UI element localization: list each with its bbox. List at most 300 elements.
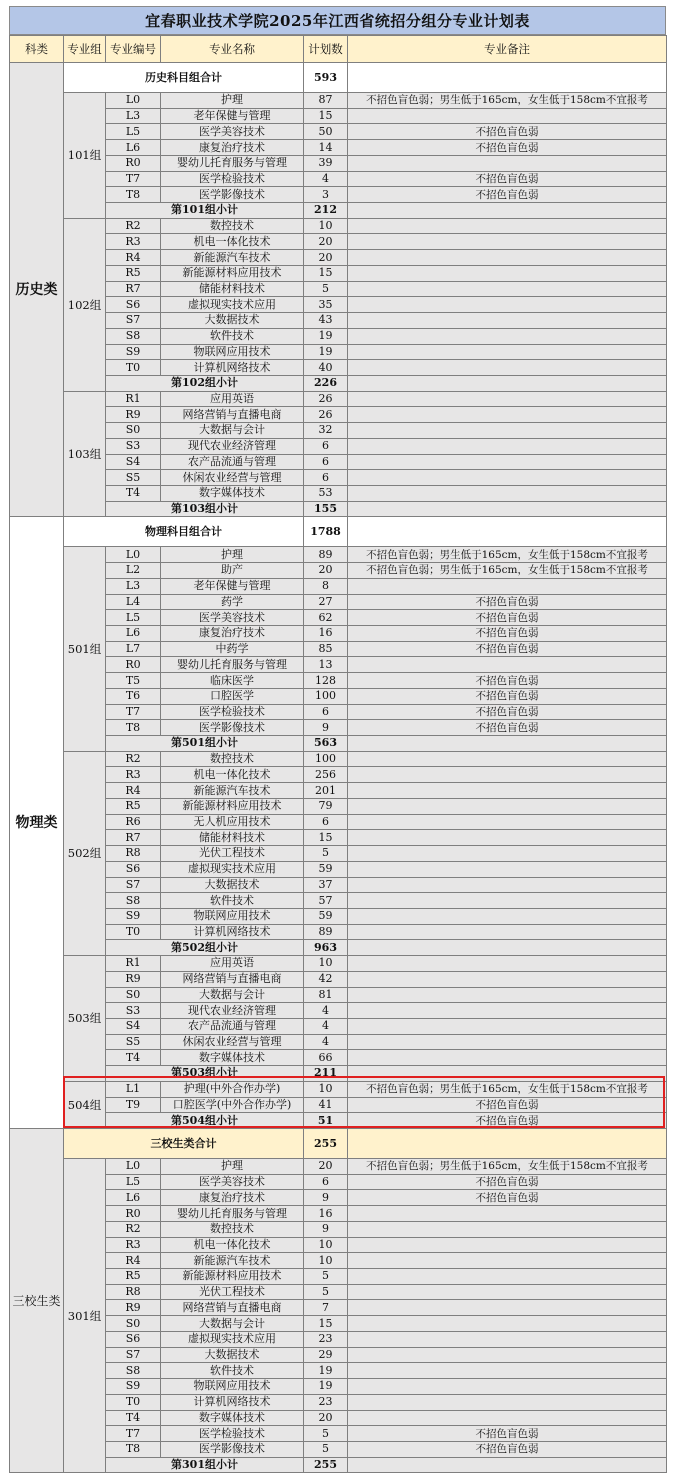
table-row bbox=[10, 1253, 667, 1269]
plan-count: 85 bbox=[304, 641, 348, 657]
major-code: L0 bbox=[106, 1159, 161, 1175]
major-name: 网络营销与直播电商 bbox=[161, 971, 304, 987]
major-code: L5 bbox=[106, 124, 161, 140]
table-row bbox=[10, 830, 667, 846]
subtotal-note bbox=[348, 1457, 667, 1473]
table-row bbox=[10, 250, 667, 266]
major-code: L6 bbox=[106, 626, 161, 642]
plan-count: 50 bbox=[304, 124, 348, 140]
major-code: S8 bbox=[106, 328, 161, 344]
major-code: L2 bbox=[106, 563, 161, 579]
table-row bbox=[10, 470, 667, 486]
subtotal-value: 211 bbox=[304, 1066, 348, 1082]
major-name: 新能源材料应用技术 bbox=[161, 1269, 304, 1285]
major-note bbox=[348, 438, 667, 454]
header-major: 专业名称 bbox=[161, 36, 304, 63]
subtotal-label: 第101组小计 bbox=[106, 203, 304, 219]
major-note bbox=[348, 155, 667, 171]
major-name: 大数据技术 bbox=[161, 313, 304, 329]
subtotal-note bbox=[348, 940, 667, 956]
plan-count: 10 bbox=[304, 1237, 348, 1253]
group-label: 301组 bbox=[64, 1159, 106, 1473]
table-row bbox=[10, 1316, 667, 1332]
major-note bbox=[348, 846, 667, 862]
major-note bbox=[348, 798, 667, 814]
major-name: 数控技术 bbox=[161, 751, 304, 767]
plan-count: 37 bbox=[304, 877, 348, 893]
plan-count: 66 bbox=[304, 1050, 348, 1066]
group-label: 503组 bbox=[64, 956, 106, 1082]
plan-count: 20 bbox=[304, 250, 348, 266]
major-note bbox=[348, 1410, 667, 1426]
table-row bbox=[10, 360, 667, 376]
table-row bbox=[10, 1441, 667, 1457]
major-name: 护理 bbox=[161, 1159, 304, 1175]
table-row bbox=[10, 1050, 667, 1066]
plan-count: 5 bbox=[304, 1284, 348, 1300]
group-subtotal-row bbox=[10, 736, 667, 752]
plan-count: 9 bbox=[304, 720, 348, 736]
plan-count: 6 bbox=[304, 704, 348, 720]
group-subtotal-row bbox=[10, 203, 667, 219]
major-name: 虚拟现实技术应用 bbox=[161, 1331, 304, 1347]
major-note bbox=[348, 1300, 667, 1316]
plan-count: 5 bbox=[304, 1426, 348, 1442]
plan-count: 32 bbox=[304, 423, 348, 439]
major-name: 老年保健与管理 bbox=[161, 578, 304, 594]
major-name: 大数据技术 bbox=[161, 877, 304, 893]
major-note: 不招色盲色弱；男生低于165cm，女生低于158cm不宜报考 bbox=[348, 1159, 667, 1175]
major-code: T7 bbox=[106, 1426, 161, 1442]
table-row bbox=[10, 1347, 667, 1363]
category-label: 物理类 bbox=[10, 517, 64, 1129]
group-label: 502组 bbox=[64, 751, 106, 955]
major-name: 新能源汽车技术 bbox=[161, 1253, 304, 1269]
major-code: S3 bbox=[106, 438, 161, 454]
major-code: T7 bbox=[106, 171, 161, 187]
subtotal-note bbox=[348, 1066, 667, 1082]
major-note bbox=[348, 1379, 667, 1395]
major-note: 不招色盲色弱 bbox=[348, 704, 667, 720]
plan-count: 39 bbox=[304, 155, 348, 171]
subtotal-note bbox=[348, 501, 667, 517]
plan-count: 15 bbox=[304, 1316, 348, 1332]
major-name: 医学美容技术 bbox=[161, 610, 304, 626]
table-row bbox=[10, 234, 667, 250]
subtotal-note bbox=[348, 203, 667, 219]
plan-count: 35 bbox=[304, 297, 348, 313]
major-note: 不招色盲色弱；男生低于165cm，女生低于158cm不宜报考 bbox=[348, 547, 667, 563]
major-code: S4 bbox=[106, 454, 161, 470]
header-notes: 专业备注 bbox=[348, 36, 667, 63]
major-note bbox=[348, 971, 667, 987]
major-code: S6 bbox=[106, 297, 161, 313]
major-code: R5 bbox=[106, 265, 161, 281]
major-note: 不招色盲色弱 bbox=[348, 187, 667, 203]
major-code: R2 bbox=[106, 218, 161, 234]
table-row bbox=[10, 547, 667, 563]
category-total-row bbox=[10, 1129, 667, 1159]
plan-count: 29 bbox=[304, 1347, 348, 1363]
major-code: R1 bbox=[106, 956, 161, 972]
table-row bbox=[10, 956, 667, 972]
subtotal-value: 563 bbox=[304, 736, 348, 752]
plan-count: 41 bbox=[304, 1097, 348, 1113]
table-row bbox=[10, 108, 667, 124]
subtotal-value: 226 bbox=[304, 375, 348, 391]
major-code: S9 bbox=[106, 908, 161, 924]
category-total-label: 三校生类合计 bbox=[64, 1129, 304, 1159]
plan-count: 5 bbox=[304, 846, 348, 862]
group-subtotal-row bbox=[10, 1457, 667, 1473]
table-row bbox=[10, 594, 667, 610]
major-note bbox=[348, 657, 667, 673]
major-name: 网络营销与直播电商 bbox=[161, 407, 304, 423]
table-row bbox=[10, 140, 667, 156]
major-note bbox=[348, 924, 667, 940]
group-label: 101组 bbox=[64, 93, 106, 219]
major-name: 网络营销与直播电商 bbox=[161, 1300, 304, 1316]
plan-count: 57 bbox=[304, 893, 348, 909]
subtotal-label: 第503组小计 bbox=[106, 1066, 304, 1082]
major-code: T0 bbox=[106, 1394, 161, 1410]
table-row bbox=[10, 641, 667, 657]
plan-count: 27 bbox=[304, 594, 348, 610]
category-total-label: 历史科目组合计 bbox=[64, 63, 304, 93]
table-row bbox=[10, 751, 667, 767]
plan-count: 89 bbox=[304, 924, 348, 940]
plan-count: 6 bbox=[304, 454, 348, 470]
major-code: L7 bbox=[106, 641, 161, 657]
major-note bbox=[348, 1394, 667, 1410]
major-code: S4 bbox=[106, 1018, 161, 1034]
table-row bbox=[10, 1221, 667, 1237]
major-name: 婴幼儿托育服务与管理 bbox=[161, 155, 304, 171]
plan-count: 5 bbox=[304, 1441, 348, 1457]
major-note: 不招色盲色弱 bbox=[348, 688, 667, 704]
major-note bbox=[348, 767, 667, 783]
plan-count: 9 bbox=[304, 1221, 348, 1237]
major-note bbox=[348, 861, 667, 877]
major-name: 数字媒体技术 bbox=[161, 485, 304, 501]
subtotal-label: 第103组小计 bbox=[106, 501, 304, 517]
plan-count: 79 bbox=[304, 798, 348, 814]
table-row bbox=[10, 407, 667, 423]
major-note bbox=[348, 108, 667, 124]
major-name: 康复治疗技术 bbox=[161, 626, 304, 642]
major-code: L4 bbox=[106, 594, 161, 610]
major-code: R5 bbox=[106, 798, 161, 814]
major-note bbox=[348, 751, 667, 767]
plan-count: 23 bbox=[304, 1394, 348, 1410]
table-row bbox=[10, 1159, 667, 1175]
major-code: R3 bbox=[106, 767, 161, 783]
major-name: 计算机网络技术 bbox=[161, 1394, 304, 1410]
major-code: S3 bbox=[106, 1003, 161, 1019]
header-category: 科类 bbox=[10, 36, 64, 63]
major-name: 口腔医学 bbox=[161, 688, 304, 704]
major-code: T8 bbox=[106, 1441, 161, 1457]
major-code: T8 bbox=[106, 720, 161, 736]
table-row bbox=[10, 1190, 667, 1206]
major-note bbox=[348, 407, 667, 423]
table-row bbox=[10, 908, 667, 924]
major-name: 助产 bbox=[161, 563, 304, 579]
plan-count: 20 bbox=[304, 1410, 348, 1426]
major-code: S7 bbox=[106, 877, 161, 893]
table-row bbox=[10, 861, 667, 877]
table-row bbox=[10, 720, 667, 736]
category-total-note bbox=[348, 1129, 667, 1159]
plan-count: 16 bbox=[304, 626, 348, 642]
major-note bbox=[348, 1237, 667, 1253]
major-note: 不招色盲色弱 bbox=[348, 1174, 667, 1190]
major-note bbox=[348, 783, 667, 799]
plan-count: 15 bbox=[304, 265, 348, 281]
plan-count: 7 bbox=[304, 1300, 348, 1316]
major-note bbox=[348, 423, 667, 439]
subtotal-label: 第501组小计 bbox=[106, 736, 304, 752]
table-row bbox=[10, 1363, 667, 1379]
plan-count: 4 bbox=[304, 1034, 348, 1050]
plan-count: 20 bbox=[304, 563, 348, 579]
table-row bbox=[10, 563, 667, 579]
table-row bbox=[10, 328, 667, 344]
subtotal-note bbox=[348, 375, 667, 391]
major-code: T0 bbox=[106, 924, 161, 940]
major-code: R4 bbox=[106, 1253, 161, 1269]
plan-count: 6 bbox=[304, 470, 348, 486]
subtotal-label: 第504组小计 bbox=[106, 1113, 304, 1129]
major-note bbox=[348, 877, 667, 893]
plan-count: 59 bbox=[304, 908, 348, 924]
major-note bbox=[348, 1347, 667, 1363]
plan-count: 10 bbox=[304, 1253, 348, 1269]
major-code: T9 bbox=[106, 1097, 161, 1113]
table-row bbox=[10, 688, 667, 704]
major-name: 大数据与会计 bbox=[161, 423, 304, 439]
table-row bbox=[10, 924, 667, 940]
major-code: S9 bbox=[106, 344, 161, 360]
major-code: R5 bbox=[106, 1269, 161, 1285]
major-name: 休闲农业经营与管理 bbox=[161, 1034, 304, 1050]
plan-count: 15 bbox=[304, 108, 348, 124]
table-row bbox=[10, 391, 667, 407]
major-name: 储能材料技术 bbox=[161, 281, 304, 297]
major-code: S8 bbox=[106, 893, 161, 909]
major-name: 医学影像技术 bbox=[161, 720, 304, 736]
plan-count: 10 bbox=[304, 218, 348, 234]
major-name: 医学检验技术 bbox=[161, 1426, 304, 1442]
group-subtotal-row bbox=[10, 1066, 667, 1082]
major-note bbox=[348, 1206, 667, 1222]
major-code: R9 bbox=[106, 1300, 161, 1316]
major-name: 计算机网络技术 bbox=[161, 924, 304, 940]
header-row bbox=[10, 36, 667, 63]
major-note bbox=[348, 1253, 667, 1269]
table-row bbox=[10, 673, 667, 689]
table-row bbox=[10, 814, 667, 830]
major-name: 大数据技术 bbox=[161, 1347, 304, 1363]
table-row bbox=[10, 1206, 667, 1222]
plan-count: 10 bbox=[304, 1081, 348, 1097]
plan-count: 26 bbox=[304, 391, 348, 407]
plan-count: 5 bbox=[304, 281, 348, 297]
table-row bbox=[10, 657, 667, 673]
table-row bbox=[10, 1269, 667, 1285]
subtotal-note bbox=[348, 736, 667, 752]
subtotal-value: 212 bbox=[304, 203, 348, 219]
major-name: 储能材料技术 bbox=[161, 830, 304, 846]
major-note: 不招色盲色弱 bbox=[348, 1097, 667, 1113]
major-note bbox=[348, 1003, 667, 1019]
major-note bbox=[348, 454, 667, 470]
major-note bbox=[348, 360, 667, 376]
major-name: 现代农业经济管理 bbox=[161, 1003, 304, 1019]
major-code: T6 bbox=[106, 688, 161, 704]
major-note: 不招色盲色弱 bbox=[348, 720, 667, 736]
table-body bbox=[10, 63, 667, 1473]
plan-count: 5 bbox=[304, 1269, 348, 1285]
major-name: 机电一体化技术 bbox=[161, 234, 304, 250]
table-row bbox=[10, 344, 667, 360]
table-row bbox=[10, 155, 667, 171]
table-row bbox=[10, 423, 667, 439]
plan-count: 10 bbox=[304, 956, 348, 972]
major-code: R8 bbox=[106, 846, 161, 862]
major-note bbox=[348, 265, 667, 281]
major-code: T4 bbox=[106, 1050, 161, 1066]
plan-count: 100 bbox=[304, 688, 348, 704]
table-row bbox=[10, 485, 667, 501]
group-label: 102组 bbox=[64, 218, 106, 391]
major-code: T0 bbox=[106, 360, 161, 376]
subtotal-value: 155 bbox=[304, 501, 348, 517]
major-note bbox=[348, 297, 667, 313]
plan-count: 15 bbox=[304, 830, 348, 846]
major-name: 康复治疗技术 bbox=[161, 140, 304, 156]
major-code: S5 bbox=[106, 1034, 161, 1050]
table-row bbox=[10, 281, 667, 297]
table-row bbox=[10, 187, 667, 203]
plan-count: 16 bbox=[304, 1206, 348, 1222]
plan-sheet bbox=[9, 6, 666, 1473]
major-note: 不招色盲色弱 bbox=[348, 124, 667, 140]
table-row bbox=[10, 971, 667, 987]
group-subtotal-row bbox=[10, 1113, 667, 1129]
plan-count: 14 bbox=[304, 140, 348, 156]
category-total-value: 1788 bbox=[304, 517, 348, 547]
plan-count: 6 bbox=[304, 814, 348, 830]
subtotal-label: 第502组小计 bbox=[106, 940, 304, 956]
major-name: 物联网应用技术 bbox=[161, 1379, 304, 1395]
plan-count: 87 bbox=[304, 93, 348, 109]
major-note bbox=[348, 1269, 667, 1285]
major-name: 软件技术 bbox=[161, 328, 304, 344]
major-name: 康复治疗技术 bbox=[161, 1190, 304, 1206]
category-total-label: 物理科目组合计 bbox=[64, 517, 304, 547]
major-code: S6 bbox=[106, 1331, 161, 1347]
plan-count: 20 bbox=[304, 234, 348, 250]
major-name: 机电一体化技术 bbox=[161, 767, 304, 783]
plan-count: 43 bbox=[304, 313, 348, 329]
category-total-note bbox=[348, 517, 667, 547]
major-code: R9 bbox=[106, 971, 161, 987]
plan-count: 26 bbox=[304, 407, 348, 423]
major-name: 老年保健与管理 bbox=[161, 108, 304, 124]
major-note: 不招色盲色弱 bbox=[348, 140, 667, 156]
major-note: 不招色盲色弱 bbox=[348, 673, 667, 689]
major-note: 不招色盲色弱；男生低于165cm，女生低于158cm不宜报考 bbox=[348, 1081, 667, 1097]
table-row bbox=[10, 1284, 667, 1300]
group-subtotal-row bbox=[10, 375, 667, 391]
category-label: 三校生类 bbox=[10, 1129, 64, 1473]
table-row bbox=[10, 1426, 667, 1442]
major-note bbox=[348, 234, 667, 250]
subtotal-note: 不招色盲色弱 bbox=[348, 1113, 667, 1129]
major-name: 无人机应用技术 bbox=[161, 814, 304, 830]
plan-count: 62 bbox=[304, 610, 348, 626]
major-code: S7 bbox=[106, 1347, 161, 1363]
major-name: 软件技术 bbox=[161, 1363, 304, 1379]
table-row bbox=[10, 313, 667, 329]
major-code: R2 bbox=[106, 751, 161, 767]
major-code: R6 bbox=[106, 814, 161, 830]
major-name: 药学 bbox=[161, 594, 304, 610]
subtotal-value: 255 bbox=[304, 1457, 348, 1473]
major-code: S8 bbox=[106, 1363, 161, 1379]
plan-count: 201 bbox=[304, 783, 348, 799]
group-subtotal-row bbox=[10, 501, 667, 517]
major-code: R3 bbox=[106, 1237, 161, 1253]
table-row bbox=[10, 1097, 667, 1113]
major-code: T8 bbox=[106, 187, 161, 203]
category-total-value: 593 bbox=[304, 63, 348, 93]
table-row bbox=[10, 1237, 667, 1253]
plan-count: 81 bbox=[304, 987, 348, 1003]
major-code: L6 bbox=[106, 1190, 161, 1206]
major-note bbox=[348, 908, 667, 924]
plan-count: 23 bbox=[304, 1331, 348, 1347]
table-row bbox=[10, 1081, 667, 1097]
plan-count: 4 bbox=[304, 171, 348, 187]
major-code: R8 bbox=[106, 1284, 161, 1300]
major-note bbox=[348, 814, 667, 830]
major-note: 不招色盲色弱 bbox=[348, 171, 667, 187]
major-code: L3 bbox=[106, 578, 161, 594]
plan-count: 59 bbox=[304, 861, 348, 877]
major-code: L5 bbox=[106, 610, 161, 626]
plan-count: 9 bbox=[304, 1190, 348, 1206]
plan-count: 4 bbox=[304, 1003, 348, 1019]
table-row bbox=[10, 1034, 667, 1050]
major-note bbox=[348, 1018, 667, 1034]
major-code: R7 bbox=[106, 281, 161, 297]
major-name: 护理 bbox=[161, 547, 304, 563]
major-note bbox=[348, 470, 667, 486]
major-code: R7 bbox=[106, 830, 161, 846]
plan-count: 6 bbox=[304, 438, 348, 454]
group-subtotal-row bbox=[10, 940, 667, 956]
table-row bbox=[10, 798, 667, 814]
major-name: 医学检验技术 bbox=[161, 171, 304, 187]
major-code: S5 bbox=[106, 470, 161, 486]
major-name: 新能源材料应用技术 bbox=[161, 265, 304, 281]
table-row bbox=[10, 454, 667, 470]
group-label: 103组 bbox=[64, 391, 106, 517]
table-row bbox=[10, 265, 667, 281]
subtotal-label: 第102组小计 bbox=[106, 375, 304, 391]
